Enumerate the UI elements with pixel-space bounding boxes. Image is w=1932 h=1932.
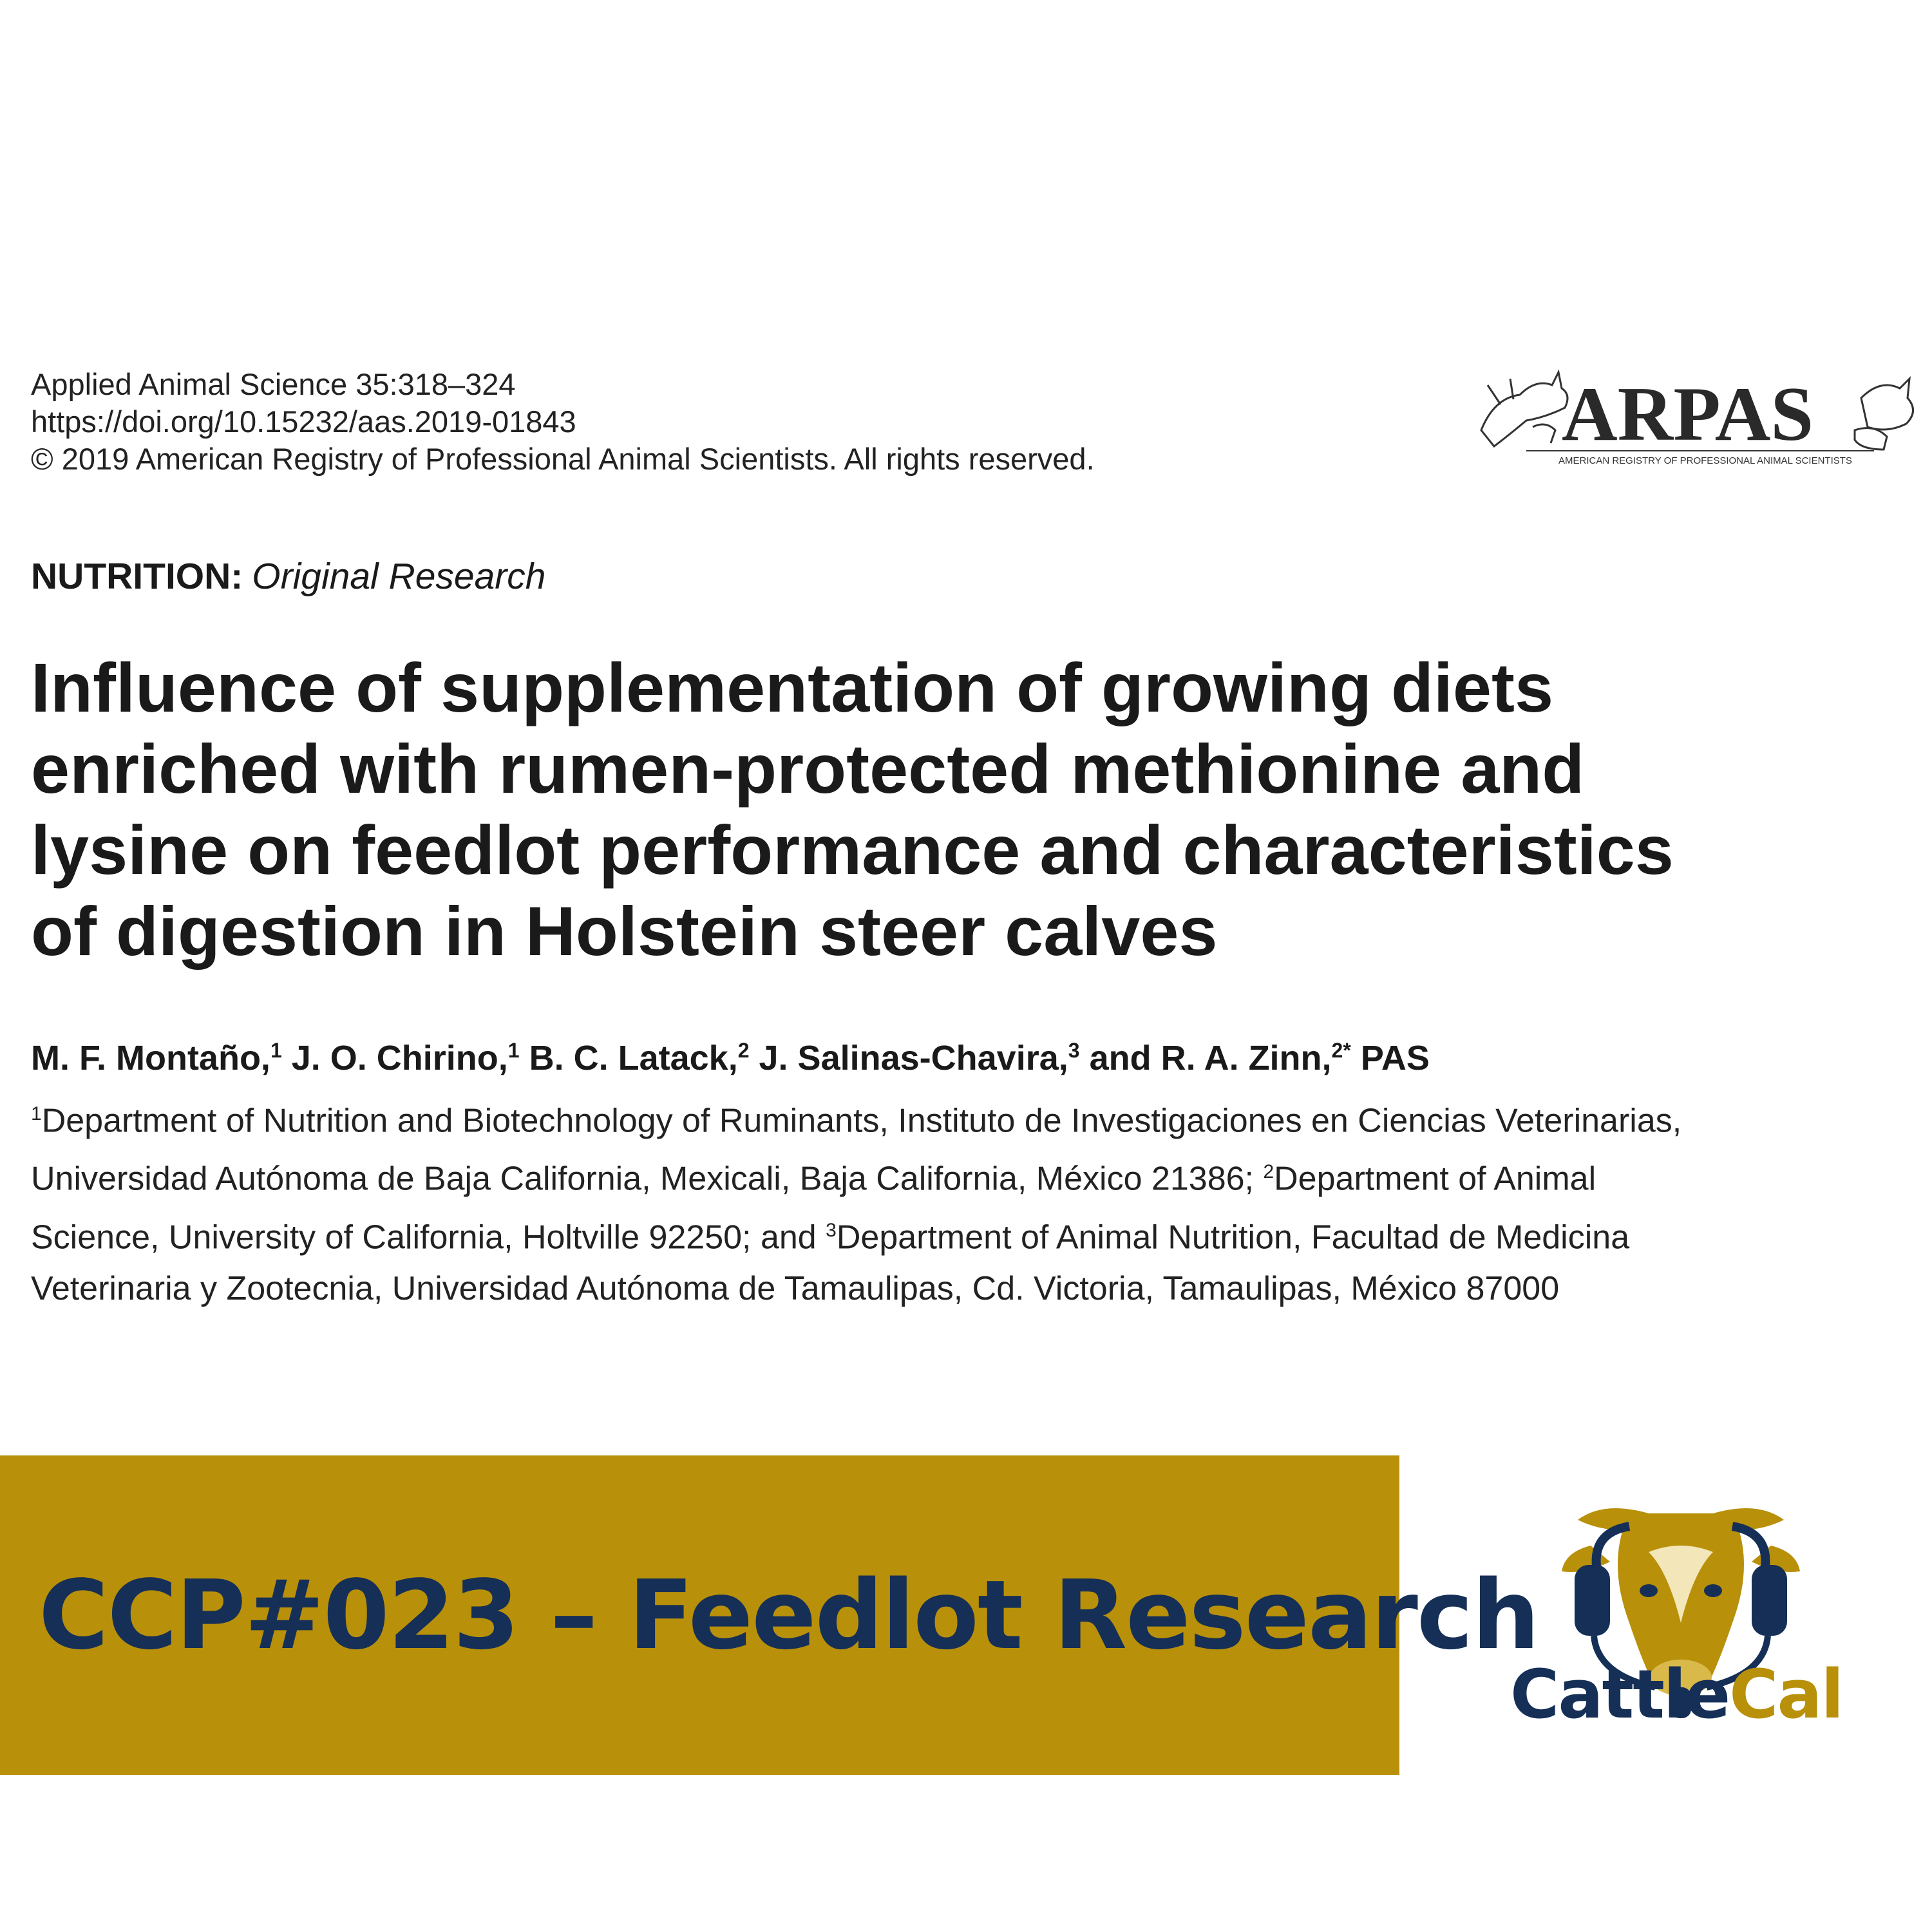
cattlecal-wordmark-cattle: Cattle: [1510, 1655, 1730, 1734]
section-type: Original Research: [252, 556, 546, 597]
affiliation-line: $^1$Department of Nutrition and Biotechnology of Ruminants, Instituto de Investigaciones en Ciencias Veterinarias,: [31, 1102, 1682, 1140]
section-label: [31, 555, 545, 598]
arpas-wordmark: ARPAS: [1562, 371, 1814, 457]
title-line: Influence of supplementation of growing diets: [31, 649, 1554, 726]
author-name: J. O. Chirino,: [291, 1039, 508, 1077]
journal-doi[interactable]: https://doi.org/10.15232/aas.2019-01843: [31, 404, 576, 439]
cattlecal-wordmark-cal: Cal: [1729, 1655, 1843, 1734]
affiliation-line: Science, University of California, Holtville 92250; and $^3$Department of Animal Nutrition, Facultad de Medicina: [31, 1218, 1630, 1256]
author-name: and R. A. Zinn,: [1089, 1039, 1332, 1077]
episode-banner: [0, 1455, 1539, 1775]
author-sup: 2*: [1331, 1039, 1351, 1062]
affiliations: [31, 1088, 1911, 1314]
author-name: M. F. Montaño,: [31, 1039, 270, 1077]
arpas-tagline: AMERICAN REGISTRY OF PROFESSIONAL ANIMAL SCIENTISTS: [1558, 455, 1852, 466]
title-line: lysine on feedlot performance and characteristics: [31, 811, 1674, 889]
author-sup: 2: [737, 1039, 750, 1062]
section-category: NUTRITION:: [31, 556, 243, 597]
article-title: [31, 647, 1899, 972]
journal-citation: Applied Animal Science 35:318–324: [31, 367, 516, 401]
arpas-logo: [1475, 359, 1919, 469]
journal-meta: [31, 366, 1095, 478]
journal-copyright: © 2019 American Registry of Professional Animal Scientists. All rights reserved.: [31, 442, 1095, 476]
title-line: of digestion in Holstein steer calves: [31, 892, 1218, 970]
title-line: enriched with rumen-protected methionine and: [31, 730, 1585, 808]
author-name: J. Salinas-Chavira,: [759, 1039, 1068, 1077]
episode-title: CCP#023 – Feedlot Research: [39, 1560, 1539, 1671]
author-list: [31, 1038, 1430, 1078]
cattlecal-logo: [1510, 1655, 1842, 1734]
author-sup: 1: [507, 1039, 520, 1062]
affiliation-line: Veterinaria y Zootecnia, Universidad Autónoma de Tamaulipas, Cd. Victoria, Tamaulipas, México 87000: [31, 1269, 1560, 1307]
author-name: PAS: [1360, 1039, 1430, 1077]
author-sup: 1: [270, 1039, 282, 1062]
author-sup: 3: [1068, 1039, 1080, 1062]
affiliation-line: Universidad Autónoma de Baja California, Mexicali, Baja California, México 21386; $^2$Department of Animal: [31, 1160, 1596, 1198]
author-name: B. C. Latack,: [529, 1039, 738, 1077]
